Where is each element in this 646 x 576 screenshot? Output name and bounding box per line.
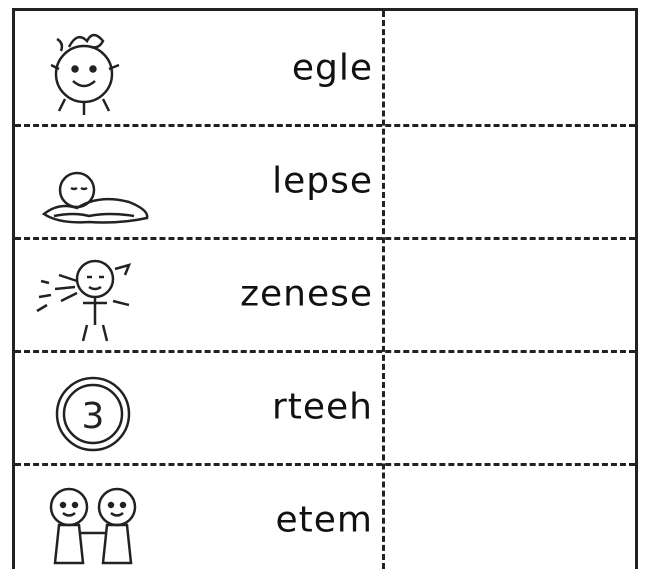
worksheet-row: [15, 237, 635, 350]
two-kids-icon: [29, 471, 159, 571]
answer-box[interactable]: [387, 463, 635, 576]
scrambled-word: egle: [291, 47, 373, 88]
coin-number: 3: [81, 396, 105, 437]
sleeping-baby-icon: [29, 132, 159, 232]
sneezing-boy-icon: [29, 245, 159, 345]
worksheet-row: [15, 463, 635, 576]
scrambled-word: etem: [275, 499, 373, 540]
scrambled-word: lepse: [272, 160, 373, 201]
answer-box[interactable]: [387, 124, 635, 237]
worksheet-row: [15, 11, 635, 124]
scrambled-word: rteeh: [271, 386, 373, 427]
answer-box[interactable]: [387, 11, 635, 124]
number-three-coin-icon: [29, 358, 159, 458]
answer-box[interactable]: [387, 350, 635, 463]
scrambled-word: zenese: [240, 273, 373, 314]
girl-face-icon: [29, 19, 159, 119]
worksheet: [12, 8, 638, 569]
answer-box[interactable]: [387, 237, 635, 350]
worksheet-row: [15, 124, 635, 237]
worksheet-row: [15, 350, 635, 463]
